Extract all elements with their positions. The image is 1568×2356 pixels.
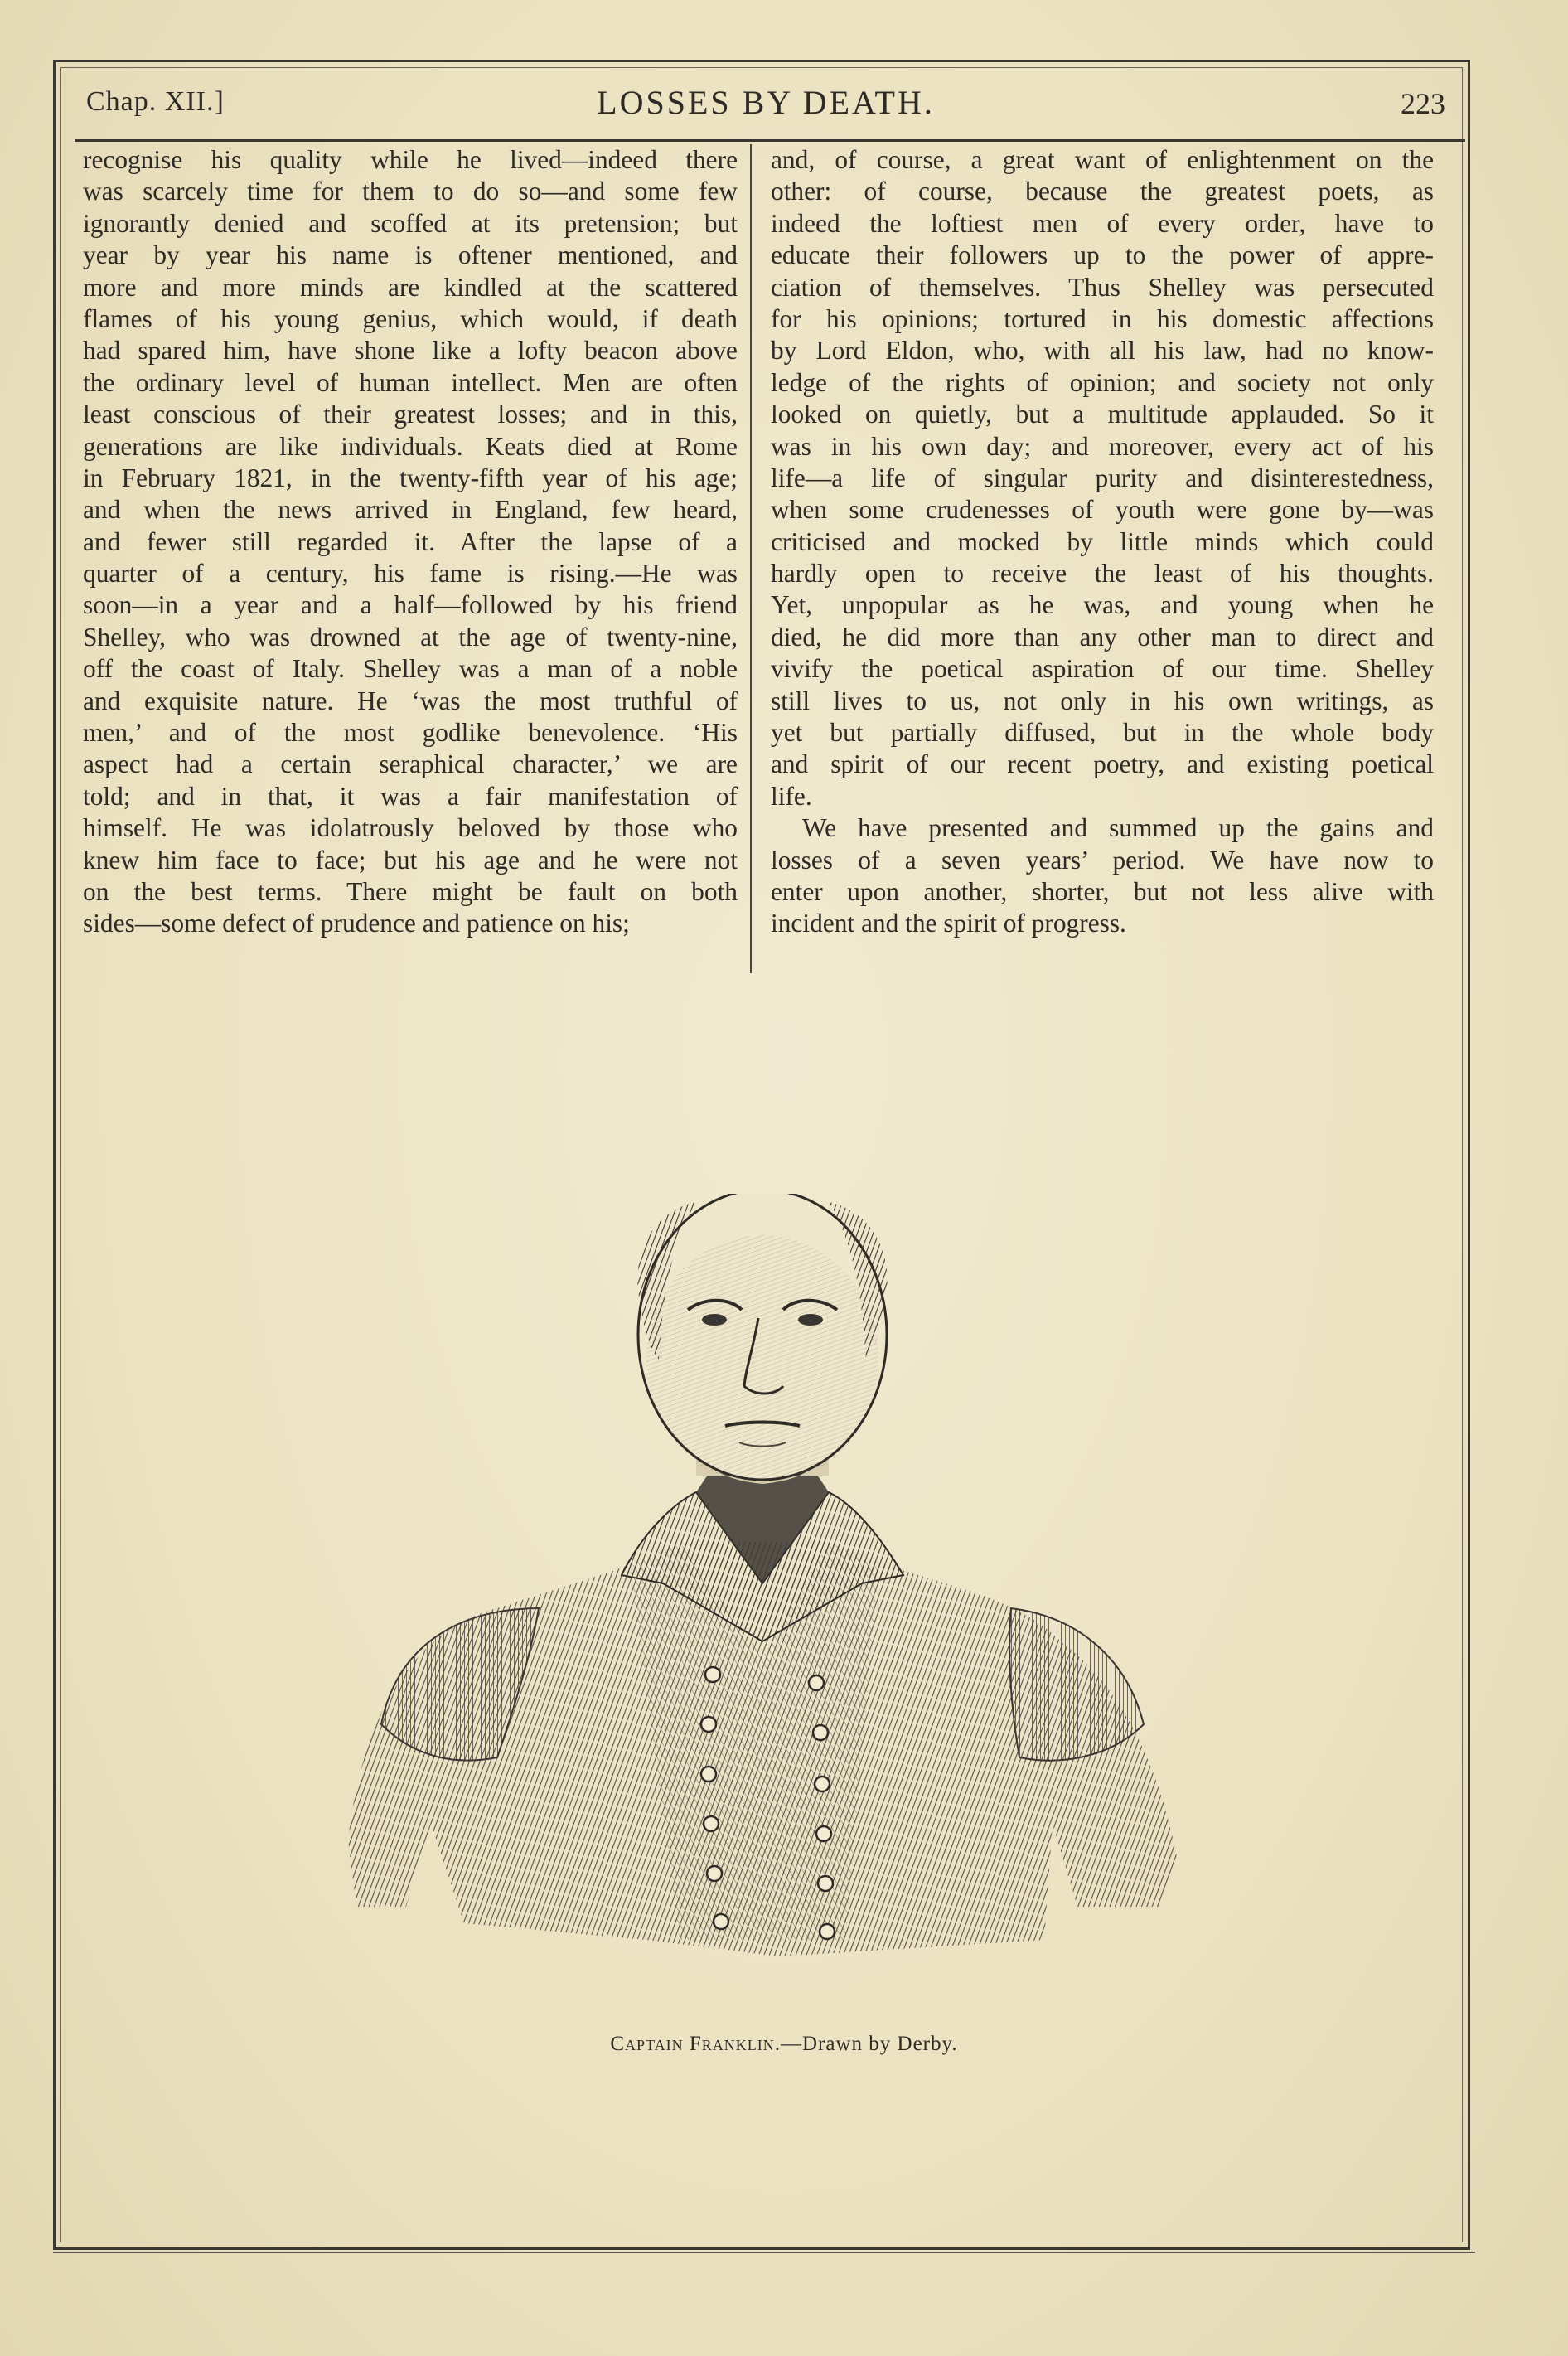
text-line: ignorantly denied and scoffed at its pretension; but bbox=[83, 208, 738, 238]
text-line: enter upon another, shorter, but not less alive with bbox=[771, 876, 1434, 906]
text-line: and exquisite nature. He ‘was the most truthful of bbox=[83, 686, 738, 715]
text-line: vivify the poetical aspiration of our time. Shelley bbox=[771, 654, 1434, 684]
text-line: off the coast of Italy. Shelley was a man of a noble bbox=[83, 654, 738, 684]
text-line: criticised and mocked by little minds which could bbox=[771, 526, 1434, 556]
text-line: and spirit of our recent poetry, and existing poetical bbox=[771, 749, 1434, 779]
text-line: We have presented and summed up the gains and bbox=[802, 813, 1434, 843]
text-line: Shelley, who was drowned at the age of twenty-nine, bbox=[83, 622, 738, 652]
text-line: year by year his name is oftener mentioned, and bbox=[83, 240, 738, 270]
text-line: the ordinary level of human intellect. Men are often bbox=[83, 367, 738, 397]
text-line: incident and the spirit of progress. bbox=[771, 909, 1126, 938]
text-line: aspect had a certain seraphical character,’ we are bbox=[83, 749, 738, 779]
footer-rule bbox=[53, 2252, 1475, 2253]
text-line: in February 1821, in the twenty-fifth year of his age; bbox=[83, 463, 738, 492]
text-line: more and more minds are kindled at the scattered bbox=[83, 272, 738, 302]
text-line: hardly open to receive the least of his thoughts. bbox=[771, 559, 1434, 589]
running-head bbox=[86, 80, 1445, 133]
caption-credit: —Drawn by Derby. bbox=[781, 2033, 958, 2055]
text-line: had spared him, have shone like a lofty beacon above bbox=[83, 336, 738, 366]
text-line: for his opinions; tortured in his domestic affections bbox=[771, 303, 1434, 333]
text-line: looked on quietly, but a multitude applauded. So it bbox=[771, 400, 1434, 429]
chapter-label: Chap. XII.] bbox=[86, 86, 225, 117]
text-line: was in his own day; and moreover, every act of his bbox=[771, 431, 1434, 461]
text-line: flames of his young genius, which would, if death bbox=[83, 303, 738, 333]
caption-name: Captain Franklin. bbox=[610, 2033, 781, 2055]
text-line: other: of course, because the greatest poets, as bbox=[771, 177, 1434, 206]
text-line: indeed the loftiest men of every order, have to bbox=[771, 208, 1434, 238]
right-column bbox=[771, 144, 1434, 940]
text-line: ciation of themselves. Thus Shelley was persecuted bbox=[771, 272, 1434, 302]
text-line: life. bbox=[771, 781, 812, 811]
text-line: yet but partially diffused, but in the whole body bbox=[771, 718, 1434, 748]
left-column bbox=[83, 144, 738, 940]
text-line: men,’ and of the most godlike benevolence. ‘His bbox=[83, 718, 738, 748]
text-line: still lives to us, not only in his own writings, as bbox=[771, 686, 1434, 715]
text-line: generations are like individuals. Keats died at Rome bbox=[83, 431, 738, 461]
column-divider bbox=[750, 144, 752, 973]
header-rule bbox=[75, 139, 1465, 142]
text-line: died, he did more than any other man to direct and bbox=[771, 622, 1434, 652]
text-line: recognise his quality while he lived—indeed there bbox=[83, 145, 738, 174]
captain-franklin-portrait bbox=[332, 1194, 1193, 1990]
text-line: soon—in a year and a half—followed by his friend bbox=[83, 590, 738, 620]
text-line: and, of course, a great want of enlightenment on the bbox=[771, 145, 1434, 174]
text-line: ledge of the rights of opinion; and society not only bbox=[771, 367, 1434, 397]
text-line: losses of a seven years’ period. We have now to bbox=[771, 845, 1434, 875]
text-line: least conscious of their greatest losses; and in this, bbox=[83, 400, 738, 429]
text-line: quarter of a century, his fame is rising.—He was bbox=[83, 559, 738, 589]
text-line: told; and in that, it was a fair manifestation of bbox=[83, 781, 738, 811]
text-line: on the best terms. There might be fault on both bbox=[83, 876, 738, 906]
text-line: sides—some defect of prudence and patience on his; bbox=[83, 909, 630, 938]
page-number: 223 bbox=[1401, 87, 1445, 120]
text-line: when some crudenesses of youth were gone by—was bbox=[771, 495, 1434, 525]
text-line: life—a life of singular purity and disinterestedness, bbox=[771, 463, 1434, 492]
page-title: LOSSES BY DEATH. bbox=[597, 84, 935, 121]
text-line: and when the news arrived in England, few heard, bbox=[83, 495, 738, 525]
text-line: educate their followers up to the power of appre- bbox=[771, 240, 1434, 270]
text-line: himself. He was idolatrously beloved by those who bbox=[83, 813, 738, 843]
text-line: and fewer still regarded it. After the lapse of a bbox=[83, 526, 738, 556]
text-line: Yet, unpopular as he was, and young when he bbox=[771, 590, 1434, 620]
figure-caption bbox=[0, 2033, 1568, 2056]
text-line: knew him face to face; but his age and he were not bbox=[83, 845, 738, 875]
text-line: by Lord Eldon, who, with all his law, had no know- bbox=[771, 336, 1434, 366]
text-line: was scarcely time for them to do so—and some few bbox=[83, 177, 738, 206]
